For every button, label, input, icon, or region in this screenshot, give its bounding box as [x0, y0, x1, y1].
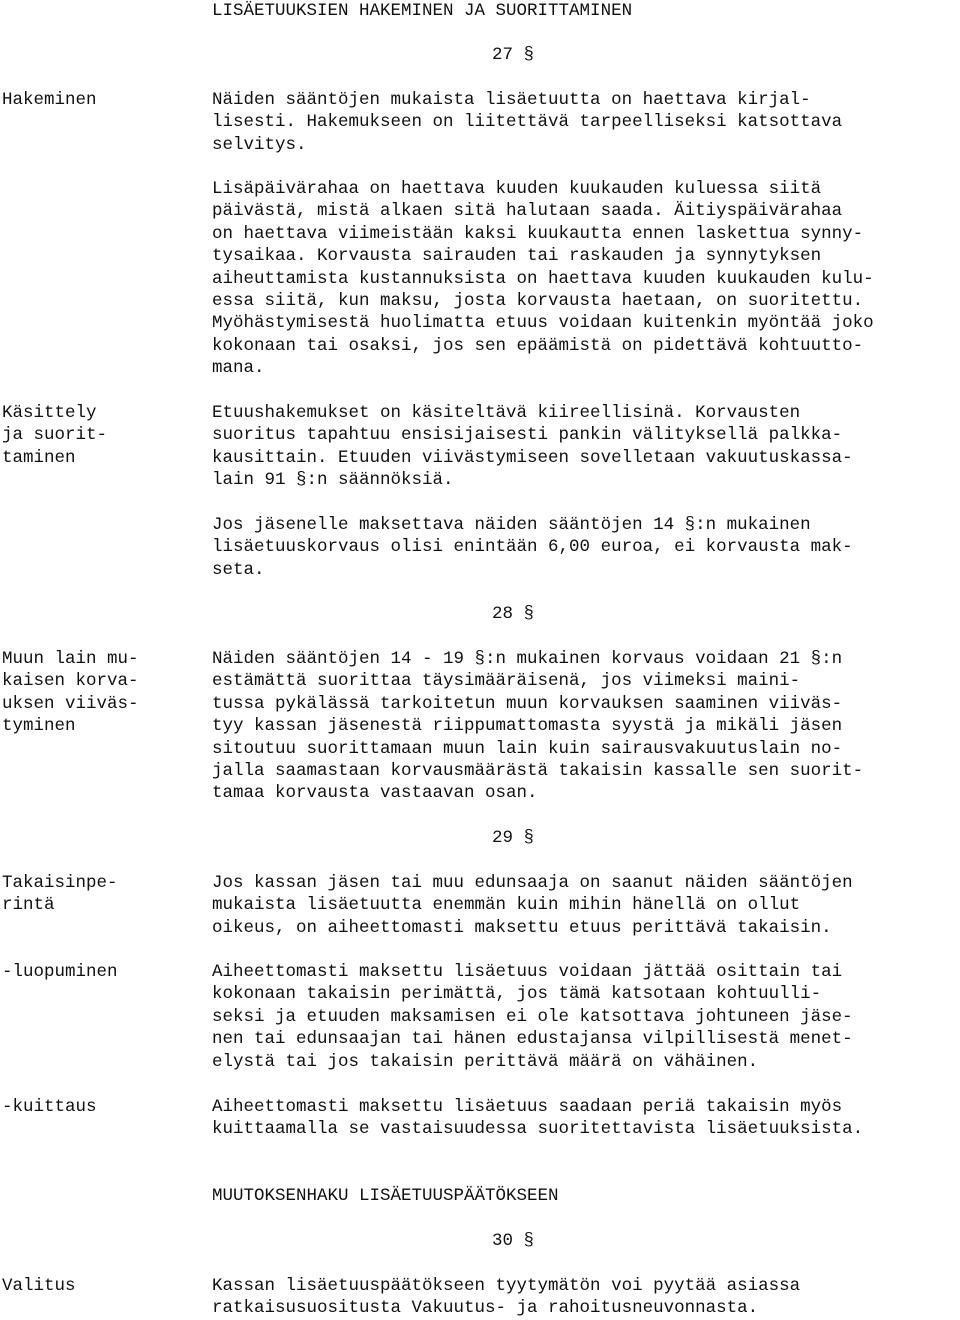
paragraph-line: seta.	[212, 559, 265, 580]
paragraph-line: selvitys.	[212, 134, 307, 155]
margin-label-line: kaisen korva-	[2, 671, 139, 692]
paragraph-line: päivästä, mistä alkaen sitä halutaan saada. Äitiyspäivärahaa	[212, 201, 843, 222]
margin-label-kasittely	[2, 402, 202, 469]
paragraph-line: kuittaamalla se vastaisuudessa suoritettavista lisäetuuksista.	[212, 1119, 864, 1140]
paragraph-line: tussa pykälässä tarkoitetun muun korvauksen saaminen viiväs-	[212, 693, 843, 714]
paragraph-line: suoritus tapahtuu ensisijaisesti pankin välityksellä palkka-	[212, 425, 843, 446]
margin-label-line: Takaisinpe-	[2, 873, 118, 893]
margin-label-line: Valitus	[2, 1276, 76, 1296]
chapter-heading-muutoksenhaku: MUUTOKSENHAKU LISÄETUUSPÄÄTÖKSEEN	[212, 1186, 559, 1206]
paragraph-line: jalla saamastaan korvausmäärästä takaisin kassalle sen suorit-	[212, 761, 864, 782]
paragraph-line: tamaa korvausta vastaavan osan.	[212, 783, 538, 804]
margin-label-takaisinperinta	[2, 872, 202, 917]
paragraph-line: Aiheettomasti maksettu lisäetuus voidaan jättää osittain tai	[212, 962, 843, 982]
paragraph-line: Kassan lisäetuuspäätökseen tyytymätön voi pyytää asiassa	[212, 1276, 801, 1296]
paragraph-27-1	[212, 89, 960, 156]
paragraph-line: tysaikaa. Korvausta sairauden tai raskauden ja synnytyksen	[212, 246, 822, 267]
margin-label-kuittaus	[2, 1096, 202, 1118]
margin-label-muun-lain	[2, 648, 202, 738]
margin-label-hakeminen	[2, 89, 202, 111]
paragraph-29-3	[212, 1096, 960, 1141]
paragraph-27-2	[212, 178, 960, 380]
margin-label-line: rintä	[2, 895, 55, 916]
paragraph-line: Etuushakemukset on käsiteltävä kiireellisinä. Korvausten	[212, 403, 801, 423]
margin-label-line: -kuittaus	[2, 1097, 97, 1117]
margin-label-line: Muun lain mu-	[2, 649, 139, 669]
paragraph-line: oikeus, on aiheettomasti maksettu etuus perittävä takaisin.	[212, 917, 832, 938]
section-number-30: 30 §	[492, 1231, 535, 1251]
paragraph-line: kausittain. Etuuden viivästymiseen sovelletaan vakuutuskassa-	[212, 447, 853, 468]
margin-label-luopuminen	[2, 961, 202, 983]
paragraph-27-4	[212, 514, 960, 581]
section-number-28: 28 §	[492, 604, 535, 624]
paragraph-line: lisäetuuskorvaus olisi enintään 6,00 euroa, ei korvausta mak-	[212, 537, 853, 558]
paragraph-line: Näiden sääntöjen mukaista lisäetuutta on haettava kirjal-	[212, 90, 811, 110]
paragraph-line: ratkaisusuositusta Vakuutus- ja rahoitusneuvonnasta.	[212, 1298, 759, 1319]
paragraph-line: Näiden sääntöjen 14 - 19 §:n mukainen korvaus voidaan 21 §:n	[212, 649, 843, 669]
chapter-heading-hakeminen: LISÄETUUKSIEN HAKEMINEN JA SUORITTAMINEN	[212, 1, 633, 21]
margin-label-line: Käsittely	[2, 403, 97, 423]
paragraph-27-3	[212, 402, 960, 492]
margin-label-line: -luopuminen	[2, 962, 118, 982]
paragraph-line: aiheuttamista kustannuksista on haettava kuuden kuukauden kulu-	[212, 268, 874, 289]
paragraph-line: seksi ja etuuden maksamisen ei ole katsottava johtuneen jäse-	[212, 1006, 853, 1027]
paragraph-line: Myöhästymisestä huolimatta etuus voidaan kuitenkin myöntää joko	[212, 313, 874, 334]
paragraph-line: lain 91 §:n säännöksiä.	[212, 470, 454, 491]
paragraph-line: Lisäpäivärahaa on haettava kuuden kuukauden kuluessa siitä	[212, 179, 822, 199]
paragraph-line: Aiheettomasti maksettu lisäetuus saadaan periä takaisin myös	[212, 1097, 843, 1117]
section-number-27: 27 §	[492, 45, 535, 65]
paragraph-line: Jos kassan jäsen tai muu edunsaaja on saanut näiden sääntöjen	[212, 873, 853, 893]
margin-label-line: tyminen	[2, 716, 76, 737]
paragraph-30	[212, 1275, 960, 1320]
paragraph-line: elystä tai jos takaisin perittävä määrä on vähäinen.	[212, 1051, 759, 1072]
section-number-29: 29 §	[492, 828, 535, 848]
margin-label-valitus	[2, 1275, 202, 1297]
paragraph-line: estämättä suorittaa täysimääräisenä, jos viimeksi maini-	[212, 671, 801, 692]
margin-label-line: Hakeminen	[2, 90, 97, 110]
margin-label-line: uksen viiväs-	[2, 693, 139, 714]
paragraph-line: Jos jäsenelle maksettava näiden sääntöjen 14 §:n mukainen	[212, 515, 811, 535]
paragraph-line: on haettava viimeistään kaksi kuukautta ennen laskettua synny-	[212, 223, 864, 244]
margin-label-line: ja suorit-	[2, 425, 108, 446]
paragraph-line: kokonaan tai osaksi, jos sen epäämistä on pidettävä kohtuutto-	[212, 335, 864, 356]
margin-label-line: taminen	[2, 447, 76, 468]
paragraph-line: mana.	[212, 358, 265, 379]
paragraph-28	[212, 648, 960, 805]
paragraph-line: nen tai edunsaajan tai hänen edustajansa vilpillisestä menet-	[212, 1029, 853, 1050]
paragraph-line: tyy kassan jäsenestä riippumattomasta syystä ja mikäli jäsen	[212, 716, 843, 737]
paragraph-line: essa siitä, kun maksu, josta korvausta haetaan, on suoritettu.	[212, 291, 864, 312]
paragraph-29-1	[212, 872, 960, 939]
paragraph-line: kokonaan takaisin perimättä, jos tämä katsotaan kohtuulli-	[212, 984, 822, 1005]
paragraph-line: sitoutuu suorittamaan muun lain kuin sairausvakuutuslain no-	[212, 738, 843, 759]
paragraph-29-2	[212, 961, 960, 1073]
paragraph-line: mukaista lisäetuutta enemmän kuin mihin hänellä on ollut	[212, 895, 801, 916]
paragraph-line: lisesti. Hakemukseen on liitettävä tarpeelliseksi katsottava	[212, 112, 843, 133]
